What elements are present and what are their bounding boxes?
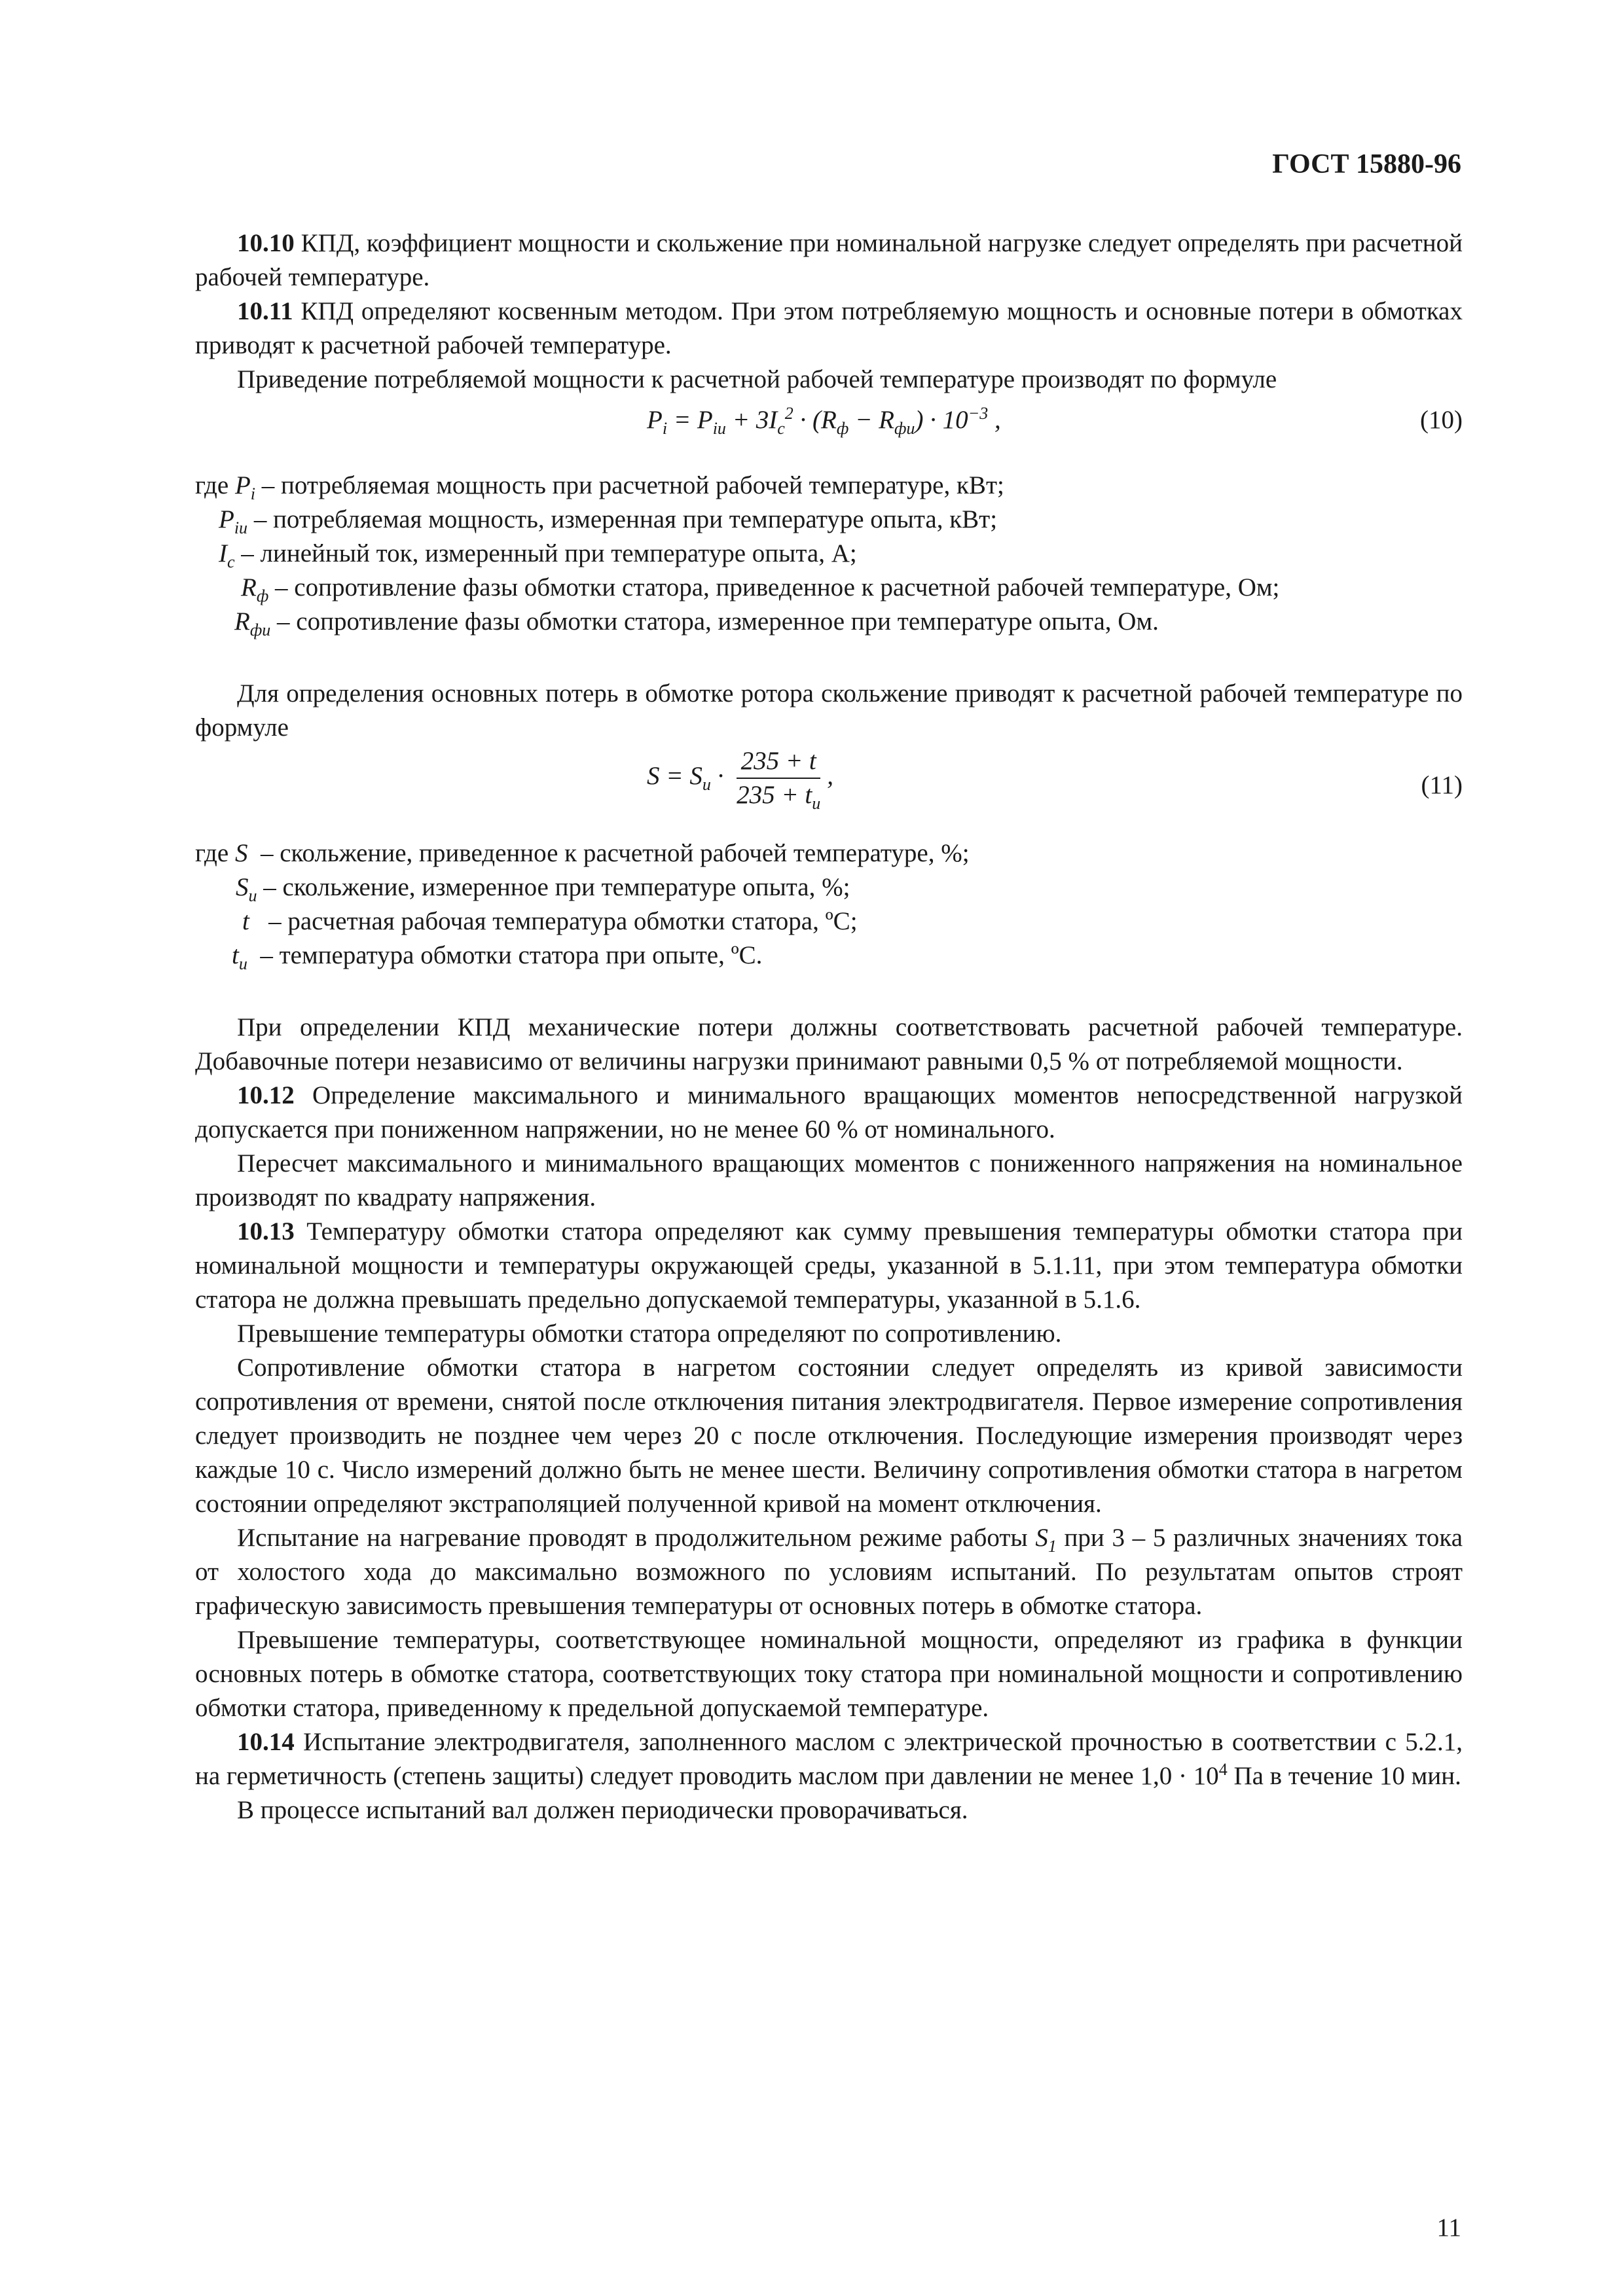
formula-10-definitions [195, 469, 1463, 639]
formula-10-expression: $P_i = P_{iи} + 3I_c^2 \cdot (R_ф - R_{фи}) \cdot 10^{-3}$ , [647, 404, 1001, 438]
standard-header: ГОСТ 15880-96 [1272, 149, 1461, 179]
formula-number: (11) [1421, 771, 1463, 799]
section-number: 10.11 [237, 297, 293, 325]
section-number: 10.13 [237, 1217, 295, 1246]
paragraph-10-10 [195, 226, 1463, 295]
section-number: 10.14 [237, 1728, 295, 1756]
paragraph: Превышение температуры обмотки статора определяют по сопротивлению. [237, 1319, 1062, 1348]
paragraph: В процессе испытаний вал должен периодически проворачиваться. [237, 1796, 968, 1824]
paragraph: Превышение температуры, соответствующее номинальной мощности, определяют из графика в функции основных потерь в обмотке статора, соответствующих току статора при номинальной мощности и сопротивлению обмотки статора, приведенному к предельной допускаемой температуре. [195, 1626, 1463, 1722]
paragraph-10-14: 10.14 Испытание электродвигателя, заполненного маслом с электрической прочностью в соответствии с 5.2.1, на герметичность (степень защиты) следует проводить маслом при давлении не менее $1,0 \cdot 10^4$ Па в течение 10 мин. [195, 1728, 1463, 1790]
formula-11-expression: $S = S_и$ · $\frac{235 + t}{235 + t_и}$ , [647, 745, 833, 812]
formula-11-definitions [195, 836, 1463, 973]
formula-11-fraction: $\frac{235 + t}{235 + t_и}$ [737, 745, 820, 812]
formula-11 [195, 745, 1463, 836]
paragraph-10-11 [195, 295, 1463, 363]
page-number: 11 [1436, 2214, 1461, 2242]
formula-number: (10) [1420, 406, 1463, 434]
definition-row: где S – скольжение, приведенное к расчетной рабочей температуре, %; [195, 839, 970, 867]
definition-row: $I_c$ – линейный ток, измеренный при температуре опыта, А; [219, 539, 857, 571]
paragraph-10-12: 10.12 Определение максимального и минимального вращающих моментов непосредственной нагрузкой допускается при пониженном напряжении, но не менее 60 % от номинального. [195, 1081, 1463, 1143]
paragraph-text: КПД, коэффициент мощности и скольжение при номинальной нагрузке следует определять при расчетной рабочей температуре. [195, 229, 1463, 291]
section-number: 10.10 [237, 229, 295, 257]
document-body [195, 226, 1463, 1827]
paragraph-10-13: 10.13 Температуру обмотки статора определяют как сумму превышения температуры обмотки статора при номинальной мощности и температуры окружающей среды, указанной в 5.1.11, при этом температура обмотки статора не должна превышать предельно допускаемой температуры, указанной в 5.1.6. [195, 1217, 1463, 1314]
definition-row: $t_и$ – температура обмотки статора при опыте, ºС. [232, 941, 763, 973]
definition-row: $R_ф$ – сопротивление фазы обмотки статора, приведенное к расчетной рабочей температуре, Ом; [241, 573, 1280, 605]
paragraph: Испытание на нагревание проводят в продолжительном режиме работы $S_1$ при 3 – 5 различных значениях тока от холостого хода до максимально возможного по условиям испытаний. По результатам опытов строят графическую зависимость превышения температуры от основных потерь в обмотке статора. [195, 1524, 1463, 1620]
formula-10 [195, 397, 1463, 469]
paragraph: Сопротивление обмотки статора в нагретом состоянии следует определять из кривой зависимости сопротивления от времени, снятой после отключения питания электродвигателя. Первое измерение сопротивления следует производить не позднее чем через 20 с после отключения. Последующие измерения производят через каждые 10 с. Число измерений должно быть не менее шести. Величину сопротивления обмотки статора в нагретом состоянии определяют экстраполяцией полученной кривой на момент отключения. [195, 1354, 1463, 1518]
definition-row: t – расчетная рабочая температура обмотки статора, ºС; [242, 907, 858, 935]
definition-row: $R_{фи}$ – сопротивление фазы обмотки статора, измеренное при температуре опыта, Ом. [234, 607, 1159, 639]
definition-row: $P_{iи}$ – потребляемая мощность, измеренная при температуре опыта, кВт; [219, 505, 998, 537]
mechanical-losses-paragraph: При определении КПД механические потери должны соответствовать расчетной рабочей температуре. Добавочные потери независимо от величины нагрузки принимают равными 0,5 % от потребляемой мощности. [195, 1013, 1463, 1075]
definition-row: $S_и$ – скольжение, измеренное при температуре опыта, %; [236, 873, 850, 905]
paragraph: Пересчет максимального и минимального вращающих моментов с пониженного напряжения на номинальное производят по квадрату напряжения. [195, 1149, 1463, 1211]
formula-intro: Приведение потребляемой мощности к расчетной рабочей температуре производят по формуле [237, 365, 1277, 393]
section-number: 10.12 [237, 1081, 295, 1109]
slip-intro: Для определения основных потерь в обмотке ротора скольжение приводят к расчетной рабочей температуре по формуле [195, 679, 1463, 742]
definition-row: где $P_i$ – потребляемая мощность при расчетной рабочей температуре, кВт; [195, 471, 1004, 503]
paragraph-text: КПД определяют косвенным методом. При этом потребляемую мощность и основные потери в обмотках приводят к расчетной рабочей температуре. [195, 297, 1463, 359]
